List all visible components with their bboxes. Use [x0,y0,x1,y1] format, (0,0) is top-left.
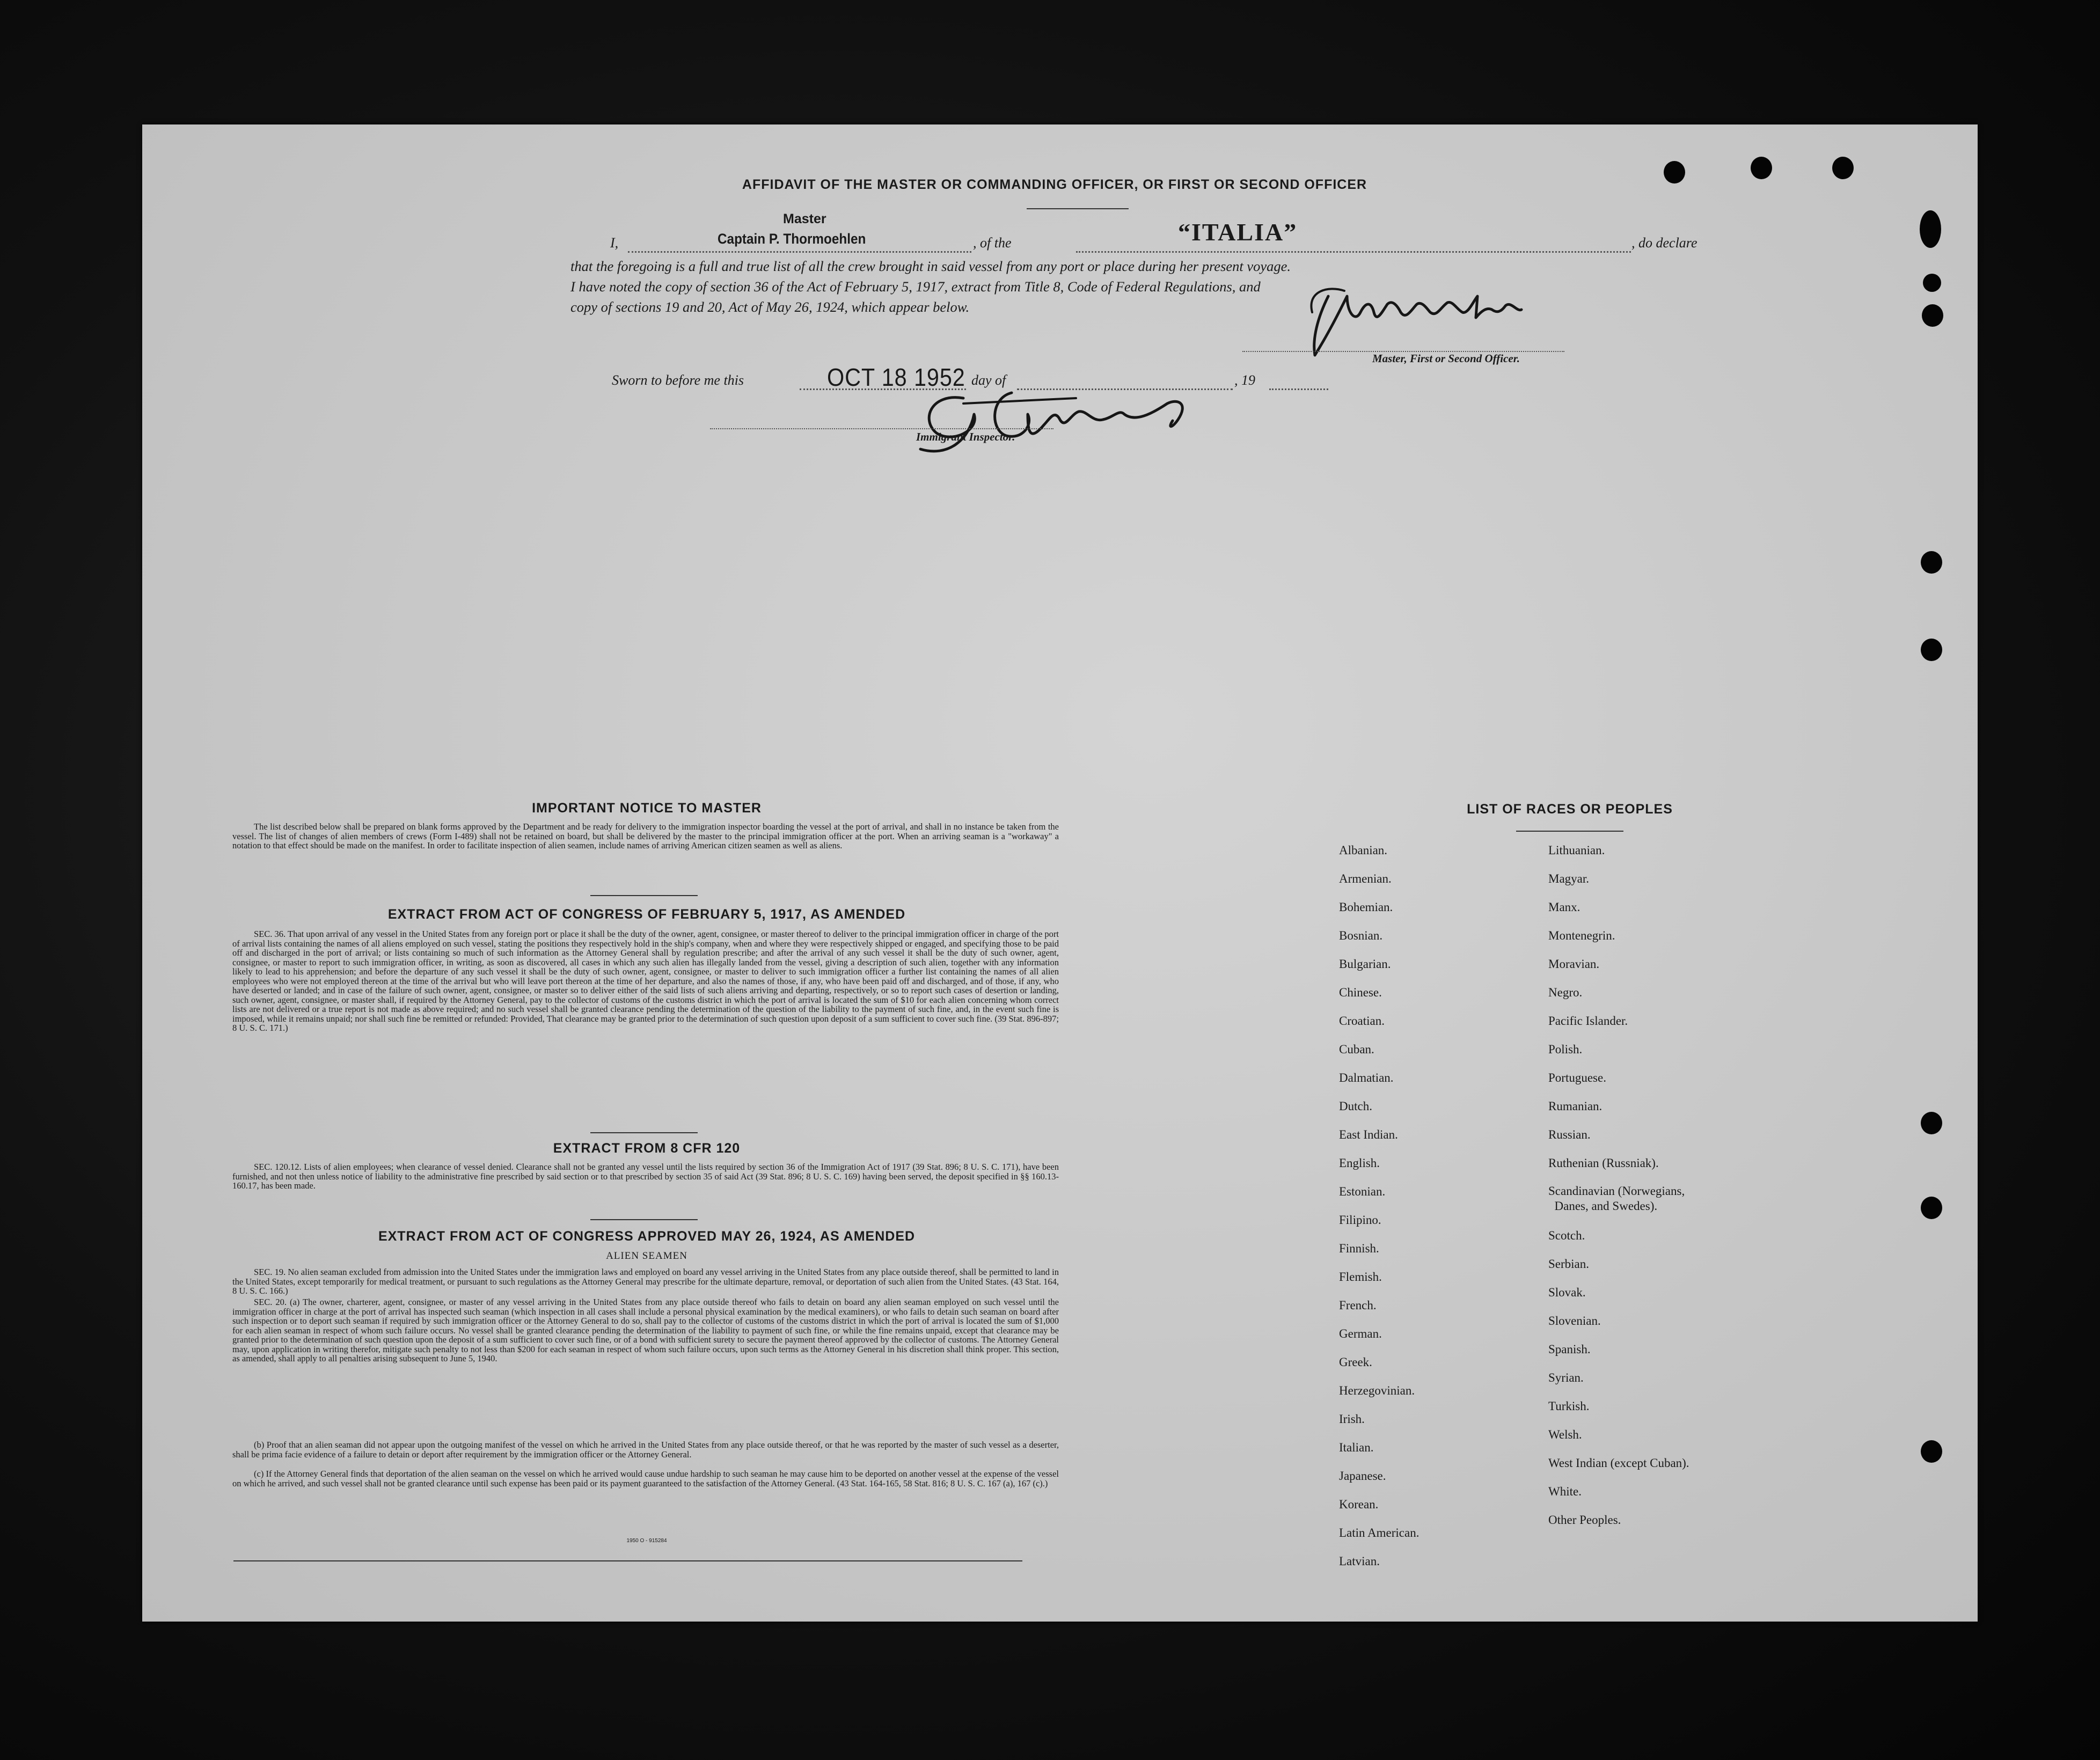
vessel-name: “ITALIA” [1178,218,1298,246]
race-item: Filipino. [1339,1213,1381,1227]
race-item: Rumanian. [1548,1099,1603,1113]
extract-cfr-title: EXTRACT FROM 8 CFR 120 [553,1141,741,1156]
race-item: Estonian. [1339,1185,1386,1198]
race-item: Scotch. [1548,1229,1585,1242]
race-item: Albanian. [1339,844,1388,857]
race-item: Bosnian. [1339,929,1383,942]
race-item: White. [1548,1485,1582,1498]
race-item: Russian. [1548,1128,1591,1141]
extract-1917-title: EXTRACT FROM ACT OF CONGRESS OF FEBRUARY 5, 1917, AS AMENDED [387,907,906,922]
extract-1924-title: EXTRACT FROM ACT OF CONGRESS APPROVED MAY 26, 1924, AS AMENDED [378,1229,916,1244]
race-item: Spanish. [1548,1343,1591,1356]
race-item: Lithuanian. [1548,844,1605,857]
race-item: Croatian. [1339,1014,1385,1028]
master-name: Captain P. Thormoehlen [718,231,866,247]
sworn-date-stamp: OCT 18 1952 [827,363,965,391]
race-item: Dutch. [1339,1099,1372,1113]
of-label: , of the [973,235,1012,251]
race-item: Bohemian. [1339,900,1393,914]
affidavit-line: I have noted the copy of section 36 of the Act of February 5, 1917, extract from Title 8, Code of Federal Regulations, and [570,278,1261,295]
divider [590,1132,698,1133]
race-item: Ruthenian (Russniak). [1548,1156,1659,1170]
extract-1917-text: SEC. 36. That upon arrival of any vessel in the United States from any foreign port or place it shall be the duty of the owner, agent, consignee, or master thereof to deliver to the principal immigration officer in charge of the port of arrival lists containing the names of all aliens employed on such vessel, stating the positions they respectively hold in the ship's company, when and where they were respectively shipped or engaged, and specifying those to be paid off and discharged in the port of arrival; or lists containing so much of such information as the Attorney General shall by regulation prescribe; and after the arrival of any such vessel it shall be the duty of such owner, agent, consignee, or master to report to such immigration officer, in writing, as soon as discovered, all cases in which any such alien has illegally landed from the vessel, giving a description of such alien, together with any information likely to lead to his apprehension; and before the departure of any such vessel it shall be the duty of such owner, agent, consignee, or master to deliver to such immigration officer a further list containing the names of all alien employees who were not employed thereon at the time of the arrival but who will leave port thereon at the time of her departure, and also the names of those, if any, who have been paid off and discharged, and of those, if any, who have deserted or landed; and in case of the failure of such owner, agent, consignee, or master so to deliver either of the said lists of such aliens arriving and departing, respectively, or so to report such cases of desertion or landing, such owner, agent, consignee, or master shall, if required by the Attorney General, pay to the collector of customs of the customs district in which the port of arrival is located the sum of $10 for each alien concerning whom correct lists are not delivered or a true report is not made as above required; and no such vessel shall be granted clearance pending the determination of the question of the liability to the payment of such fine, and, in the event such fine is imposed, while it remains unpaid; nor shall such fine be remitted or refunded: Provided, That clearance may be granted prior to the determination of such question upon deposit of a sum sufficient to cover such fine. (39 Stat. 896-897; 8 U. S. C. 171.) [232,929,1059,1033]
races-title: LIST OF RACES OR PEOPLES [1467,802,1673,817]
extract-cfr-text: SEC. 120.12. Lists of alien employees; when clearance of vessel denied. Clearance shall not be granted any vessel until the lists required by section 36 of the Immigration Act of 1917 (39 Stat. 896; 8 U. S. C. 171), have been furnished, and not then unless notice of liability to the administrative fine prescribed by said section or to that prescribed by section 35 of said Act (39 Stat. 896; 8 U. S. C. 169) having been served, the deposit specified in §§ 160.13-160.17, has been made. [232,1162,1059,1191]
printer-mark: 1950 O - 915284 [626,1538,667,1544]
extract-1924-subtitle: ALIEN SEAMEN [606,1250,687,1262]
inspector-caption: Immigrant Inspector. [916,430,1015,443]
race-item: Italian. [1339,1441,1374,1454]
race-item: Chinese. [1339,986,1382,999]
race-item: Korean. [1339,1498,1379,1511]
sec20a-text: SEC. 20. (a) The owner, charterer, agent, consignee, or master of any vessel arriving in the United States from any place outside thereof who fails to detain on board any alien seaman employed on such vessel until the immigration officer in charge at the port of arrival has inspected such seaman (which inspection in all cases shall include a personal physical examination by the medical examiners), or who fails to detain such seaman on board after such inspection or to deport such seaman if required by such immigration officer or the Attorney General to do so, shall pay to the collector of customs of the customs district in which the port of arrival is located the sum of $1,000 for each alien seaman in respect of whom such failure occurs. No vessel shall be granted clearance pending the determination of the liability to payment of such fine, or while the fine remains unpaid, except that clearance may be granted prior to the determination of such question upon the deposit of a sum sufficient to cover such fine, or of a bond with sufficient surety to secure the payment thereof approved by the collector of customs. The Attorney General may, upon application in writing therefor, mitigate such penalty to not less than $200 for each seaman in respect of whom such failure occurs, upon such terms as the Attorney General in his discretion shall think proper. This section, as amended, shall apply to all penalties arising subsequent to June 5, 1940. [232,1297,1059,1363]
notice-text: The list described below shall be prepared on blank forms approved by the Department and be ready for delivery to the immigration inspector boarding the vessel at the port of arrival, and shall in no instance be taken from the vessel. The list of changes of alien members of crews (Form I-489) shall not be retained on board, but shall be delivered by the master to the principal immigration officer at the port. When an arriving seaman is a "workaway" a notation to that effect should be made on the manifest. In order to facilitate inspection of alien seamen, include names of arriving American citizen seamen as well as aliens. [232,822,1059,850]
sec20c-text: (c) If the Attorney General finds that deportation of the alien seaman on the vessel on which he arrived would cause undue hardship to such seaman he may cause him to be deported on another vessel at the expense of the vessel on which he arrived, and such vessel shall not be granted clearance until such expense has been paid or its payment guaranteed to the satisfaction of the Attorney General. (43 Stat. 164-165, 58 Stat. 816; 8 U. S. C. 167 (a), 167 (c).) [232,1469,1059,1488]
affidavit-body [570,256,1291,317]
affidavit-line: that the foregoing is a full and true list of all the crew brought in said vessel from any port or place during her present voyage. [570,258,1291,274]
race-item: Moravian. [1548,957,1600,971]
name-line [628,251,971,253]
race-item: Finnish. [1339,1242,1379,1255]
punch-hole-icon [1664,161,1685,184]
bottom-rule [233,1560,1022,1561]
race-item: Japanese. [1339,1469,1386,1483]
race-item: Polish. [1548,1043,1583,1056]
signature-caption: Master, First or Second Officer. [1372,352,1520,365]
race-item: Latin American. [1339,1526,1419,1539]
race-item: East Indian. [1339,1128,1398,1141]
races-left-column [1339,836,1419,1575]
punch-hole-icon [1922,304,1943,327]
race-item: Slovak. [1548,1286,1586,1299]
master-signature [1296,280,1715,361]
master-rank: Master [783,211,826,226]
affidavit-title: AFFIDAVIT OF THE MASTER OR COMMANDING OFFICER, OR FIRST OR SECOND OFFICER [742,177,1367,192]
race-item: Montenegrin. [1548,929,1615,942]
divider [1516,831,1623,832]
race-item: Armenian. [1339,872,1392,885]
document-page [142,124,1978,1622]
race-item: Other Peoples. [1548,1513,1621,1527]
race-item: Scandinavian (Norwegians, Danes, and Swedes). [1548,1184,1685,1213]
inspector-line [710,428,1053,429]
punch-hole-icon [1832,157,1854,179]
race-item: Latvian. [1339,1554,1380,1568]
race-item: Serbian. [1548,1257,1590,1271]
divider [590,1219,698,1220]
race-item: Manx. [1548,900,1581,914]
race-item: Bulgarian. [1339,957,1391,971]
race-item: English. [1339,1156,1380,1170]
year-line [1269,388,1328,390]
sec19-text: SEC. 19. No alien seaman excluded from admission into the United States under the immigration laws and employed on board any vessel arriving in the United States from any place outside thereof, shall be permitted to land in the United States, except temporarily for medical treatment, or pursuant to such regulations as the Attorney General may prescribe for the ultimate departure, removal, or deportation of such alien from the United States. (43 Stat. 164, 8 U. S. C. 166.) [232,1267,1059,1296]
notice-title: IMPORTANT NOTICE TO MASTER [532,801,762,816]
year-label: , 19 [1234,372,1255,388]
race-item: Pacific Islander. [1548,1014,1628,1028]
sec20b-text: (b) Proof that an alien seaman did not appear upon the outgoing manifest of the vessel on which he arrived in the United States from any place outside thereof, or that he was reported by the master of such vessel as a deserter, shall be prima facie evidence of a failure to detain or deport after requirement by the immigration officer or the Attorney General. [232,1440,1059,1460]
pronoun-label: I, [610,235,619,251]
race-item: Flemish. [1339,1270,1382,1284]
races-right-column [1548,836,1689,1534]
divider [1027,208,1129,209]
race-item: Welsh. [1548,1428,1582,1441]
race-item: Irish. [1339,1412,1365,1426]
inspector-signature [899,382,1232,457]
punch-hole-icon [1921,639,1942,661]
race-item: Herzegovinian. [1339,1384,1415,1397]
punch-hole-icon [1920,210,1941,248]
punch-hole-icon [1921,1440,1942,1463]
race-item: Portuguese. [1548,1071,1606,1084]
race-item: Cuban. [1339,1043,1374,1056]
race-item: French. [1339,1299,1377,1312]
vessel-line [1076,251,1631,253]
divider [590,895,698,896]
declare-label: , do declare [1631,235,1697,251]
punch-hole-icon [1923,274,1941,292]
punch-hole-icon [1921,1197,1942,1219]
race-item: West Indian (except Cuban). [1548,1456,1689,1470]
race-item: Magyar. [1548,872,1590,885]
day-of-label: day of [971,372,1006,388]
sworn-label: Sworn to before me this [612,372,744,388]
affidavit-line: copy of sections 19 and 20, Act of May 26, 1924, which appear below. [570,299,970,315]
race-item: Greek. [1339,1355,1372,1369]
race-item: Syrian. [1548,1371,1584,1384]
race-item: Negro. [1548,986,1583,999]
race-item: German. [1339,1327,1382,1340]
race-item: Turkish. [1548,1399,1590,1413]
race-item: Dalmatian. [1339,1071,1394,1084]
punch-hole-icon [1751,157,1772,179]
punch-hole-icon [1921,551,1942,574]
race-item: Slovenian. [1548,1314,1601,1328]
punch-hole-icon [1921,1112,1942,1134]
